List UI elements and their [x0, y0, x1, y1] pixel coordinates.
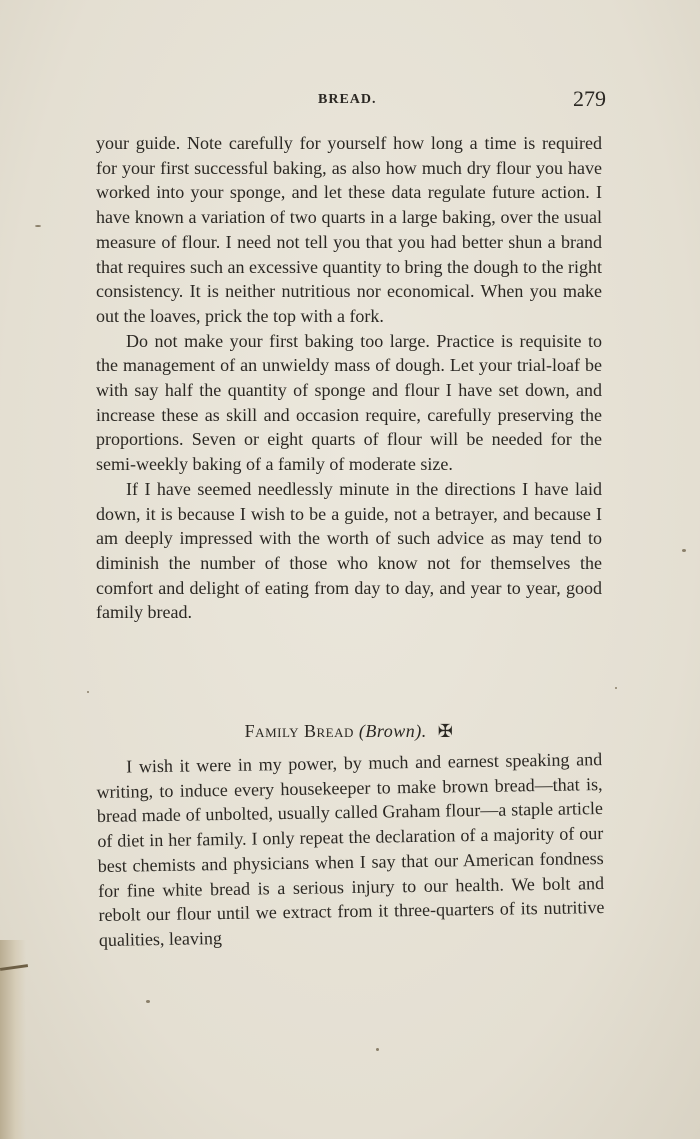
- running-head: BREAD.: [318, 92, 377, 107]
- cross-pattee-icon: ✠: [437, 721, 454, 741]
- paper-speck: [682, 549, 686, 552]
- paper-speck: [146, 1000, 150, 1003]
- section-heading: [96, 721, 602, 742]
- paper-speck: [87, 691, 89, 693]
- section-title: Family Bread: [244, 721, 354, 741]
- paragraph: Do not make your first baking too large. Practice is requisite to the management of an unwieldy mass of dough. Let your trial-loaf be with say half the quantity of sponge and flour I have set down, and increase these as skill and occasion require, carefully preserving the proportions. Seven or eight quarts of flour will be needed for the semi-weekly baking of a family of moderate size.: [96, 330, 602, 475]
- paper-speck: [615, 687, 617, 689]
- paragraph-continuation: your guide. Note carefully for yourself how long a time is required for your first successful baking, as also how much dry flour you have worked into your sponge, and let these data regulate future action. I have known a variation of two quarts in a large baking, over the usual measure of flour. I need not tell you that you had better shun a brand that requires such an excessive quantity to bring the dough to the right consistency. It is neither nutritious nor economical. When you make out the loaves, prick the top with a fork.: [96, 133, 602, 326]
- paragraph: I wish it were in my power, by much and earnest speaking and writing, to induce every housekeeper to make brown bread—that is, bread made of unbolted, usually called Graham flour—a staple article of diet in her family. I only repeat the declaration of a majority of our best chemists and physicians when I say that our American fondness for fine white bread is a serious injury to our health. We bolt and rebolt our flour until we extract from it three-quarters of its nutritive qualities, leaving: [96, 749, 605, 950]
- section-qualifier: (Brown).: [358, 721, 427, 741]
- section-body: [96, 747, 605, 953]
- page-number: 279: [573, 86, 606, 111]
- paper-speck: [376, 1048, 379, 1051]
- page-header: [96, 86, 606, 116]
- paper-speck: [35, 225, 41, 227]
- paragraph: If I have seemed needlessly minute in the directions I have laid down, it is because I wish to be a guide, not a betrayer, and because I am deeply impressed with the worth of such advice as may tend to diminish the number of those who know not for themselves the comfort and delight of eating from day to day, and year to year, good family bread.: [96, 478, 602, 623]
- body-text: [96, 131, 602, 625]
